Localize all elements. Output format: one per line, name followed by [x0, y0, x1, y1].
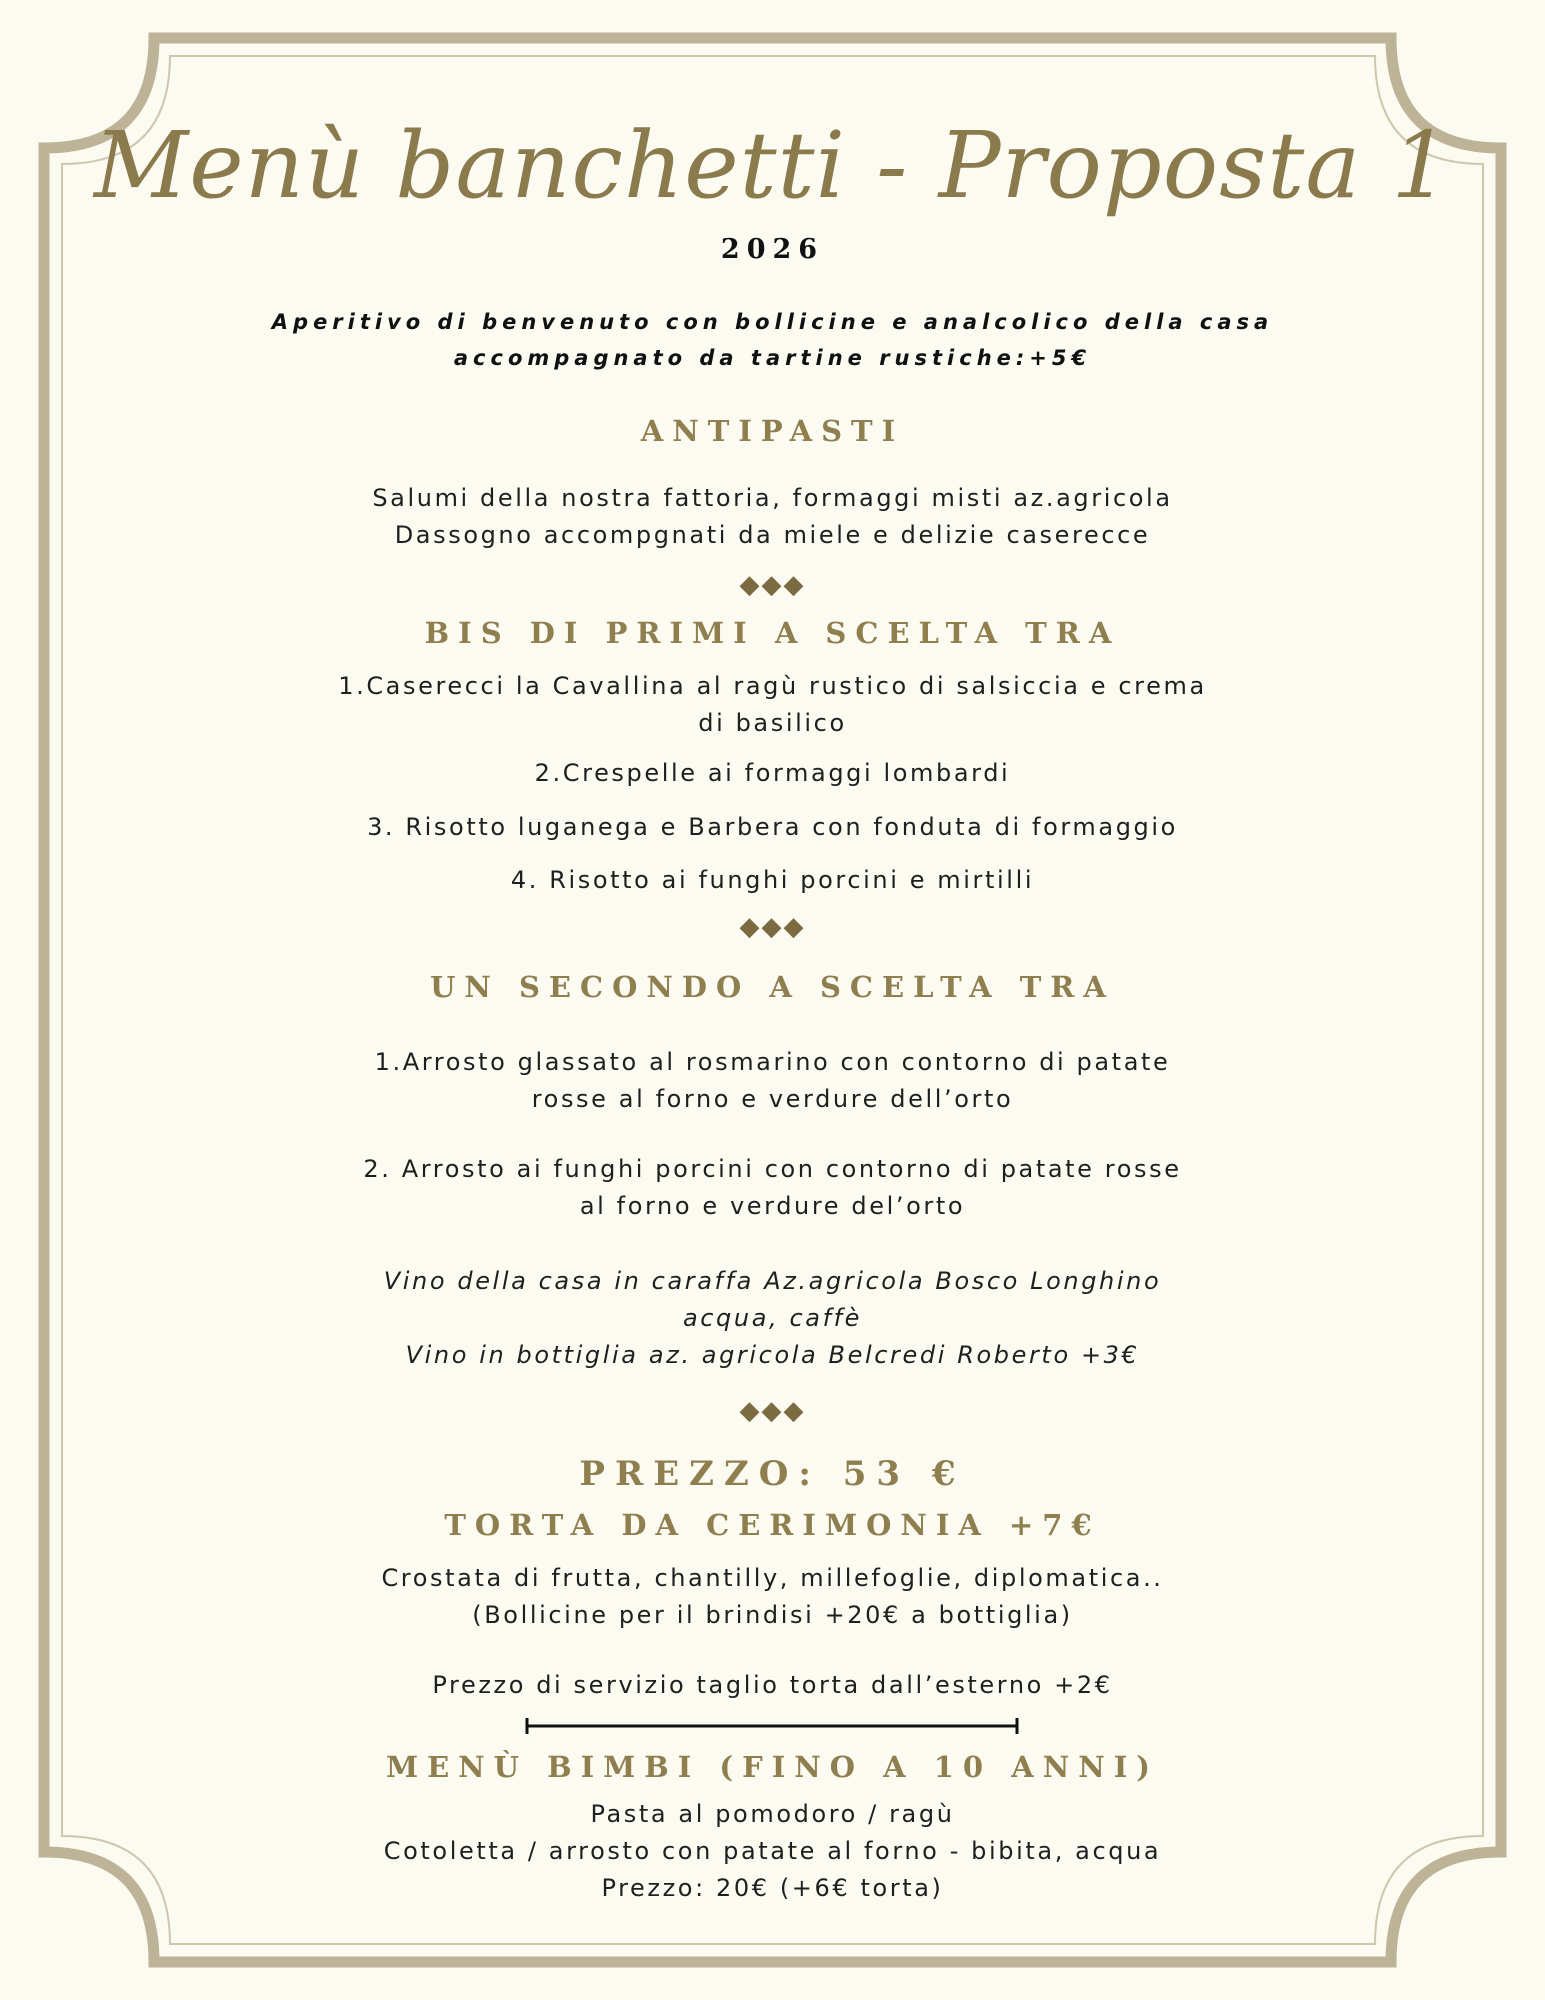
aperitivo-intro [0, 304, 1545, 376]
diamond-separator: ◆◆◆ [739, 570, 806, 600]
secondi-item-2 [0, 1151, 1545, 1225]
diamond-separator: ◆◆◆ [739, 1396, 806, 1426]
secondi-item-1-line-1: 1.Arrosto glassato al rosmarino con contorno di patate [374, 1048, 1171, 1076]
bevande-description [0, 1263, 1545, 1374]
secondi-heading: UN SECONDO A SCELTA TRA [430, 970, 1115, 1004]
bimbi-line-2: Cotoletta / arrosto con patate al forno - bibita, acqua [383, 1837, 1162, 1865]
aperitivo-line-1: Aperitivo di benvenuto con bollicine e analcolico della casa [271, 310, 1274, 334]
menu-price: PREZZO: 53 € [579, 1454, 966, 1494]
bevande-line-2: acqua, caffè [682, 1304, 863, 1332]
primi-item-4: 4. Risotto ai funghi porcini e mirtilli [510, 866, 1035, 894]
bimbi-description [0, 1796, 1545, 1907]
menu-year: 2026 [720, 234, 825, 265]
secondi-item-1-line-2: rosse al forno e verdure dell’orto [531, 1085, 1014, 1113]
primi-item-1-line-1: 1.Caserecci la Cavallina al ragù rustico di salsiccia e crema [338, 672, 1207, 700]
diamond-separator: ◆◆◆ [739, 912, 806, 942]
primi-heading: BIS DI PRIMI A SCELTA TRA [424, 616, 1121, 650]
antipasti-line-2: Dassogno accompgnati da miele e delizie caserecce [394, 521, 1151, 549]
menu-title: Menù banchetti - Proposta 1 [94, 112, 1451, 219]
primi-item-2: 2.Crespelle ai formaggi lombardi [534, 759, 1011, 787]
bevande-line-1: Vino della casa in caraffa Az.agricola Bosco Longhino [383, 1267, 1162, 1295]
torta-line-2: (Bollicine per il brindisi +20€ a bottiglia) [472, 1601, 1073, 1629]
bevande-line-3: Vino in bottiglia az. agricola Belcredi Roberto +3€ [405, 1341, 1140, 1369]
bimbi-heading: MENÙ BIMBI (FINO A 10 ANNI) [385, 1750, 1160, 1784]
primi-item-3: 3. Risotto luganega e Barbera con fonduta di formaggio [367, 813, 1178, 841]
torta-heading: TORTA DA CERIMONIA +7€ [444, 1508, 1101, 1542]
secondi-item-1 [0, 1044, 1545, 1118]
aperitivo-line-2: accompagnato da tartine rustiche:+5€ [453, 346, 1092, 370]
secondi-item-2-line-1: 2. Arrosto ai funghi porcini con contorno di patate rosse [363, 1155, 1182, 1183]
torta-line-1: Crostata di frutta, chantilly, millefoglie, diplomatica.. [381, 1564, 1164, 1592]
bimbi-line-1: Pasta al pomodoro / ragù [590, 1800, 955, 1828]
primi-item-1-line-2: di basilico [698, 709, 847, 737]
antipasti-description [0, 480, 1545, 554]
antipasti-heading: ANTIPASTI [640, 414, 905, 448]
torta-service-price: Prezzo di servizio taglio torta dall’esterno +2€ [432, 1671, 1113, 1699]
antipasti-line-1: Salumi della nostra fattoria, formaggi misti az.agricola [372, 484, 1173, 512]
bimbi-line-3: Prezzo: 20€ (+6€ torta) [601, 1874, 944, 1902]
torta-description [0, 1560, 1545, 1634]
primi-item-1 [0, 668, 1545, 742]
secondi-item-2-line-2: al forno e verdure del’orto [579, 1192, 966, 1220]
